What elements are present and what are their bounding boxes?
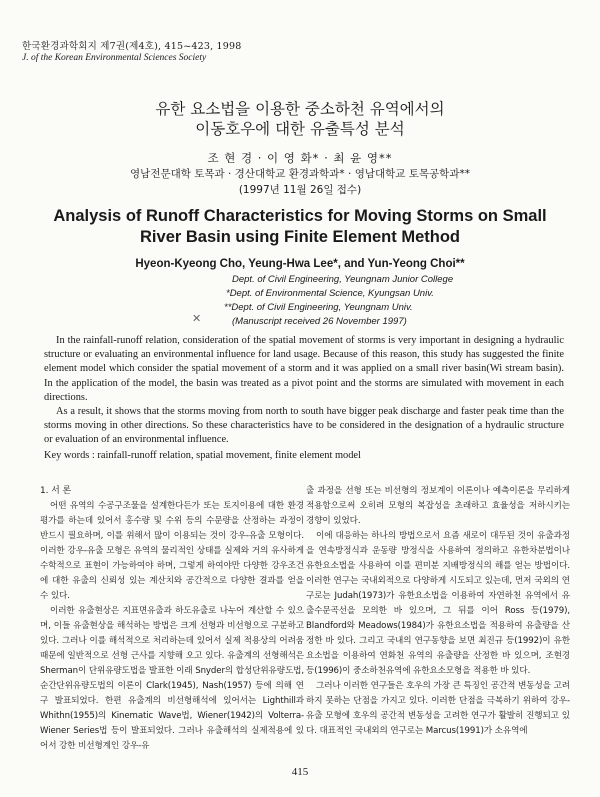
keywords: Key words : rainfall-runoff relation, spatial movement, finite element model xyxy=(44,450,361,461)
title-korean-line2: 이동호우에 대한 유출특성 분석 xyxy=(195,120,405,138)
section-heading: 1. 서 론 xyxy=(40,486,72,496)
page-number: 415 xyxy=(291,766,309,778)
body-paragraph: 이러한 유출현상은 지표면유출과 하도유출로 나누어 계산할 수 있으며, 이들 유출현상을 해석하는 방법은 크게 선형과 비선형으로 구분하고 있다. 그러나 이를 해석적으로 처리하는데 있어서 실제 적용상의 어려움 때문에 일반적으로 선형 근사를 지향해 오고 있다. 유출계의 선형해석은 Sherman이 단위유량도법을 발표한 이래 Snyder의 합성단위유량도법, 순간단위유량도법의 이론이 Clark(1945), Nash(1957) 등에 의해 연구 발표되었다. 한편 유출계의 비선형해석에 있어서는 Lighthill과 Whithn(1955)의 Kinematic Wave법, Wiener(1942)의 Volterra-Wiener Series법 등이 발표되었다. 그러나 유출해석의 실제적용에 있어서 강한 비선형계인 강우-유 xyxy=(40,606,304,751)
manuscript-received-en: (Manuscript received 26 November 1997) xyxy=(232,316,407,327)
abstract xyxy=(44,334,564,448)
journal-citation: 한국환경과학회지 제7권(제4호), 415~423, 1998 xyxy=(22,41,242,52)
authors-korean: 조 현 경 · 이 영 화* · 최 윤 영** xyxy=(207,151,393,165)
abstract-paragraph-1: In the rainfall-runoff relation, consideration of the spatial movement of storms is very important in designing a hydraulic structure or evaluating an environmental influence for land usage. Because of this reason, this study has suggested the finite element model which consider the spatial movement of a storm and it was applied on a small river basin(Wi stream basin). In the application of the model, the basin was treated as a pivot point and the storms are simulated with movement in each directions. xyxy=(44,335,564,403)
authors-english: Hyeon-Kyeong Cho, Yeung-Hwa Lee*, and Yun-Yeong Choi** xyxy=(135,258,465,270)
received-date-korean: (1997년 11월 26일 접수) xyxy=(238,184,362,196)
title-korean-line1: 유한 요소법을 이용한 중소하천 유역에서의 xyxy=(155,100,445,118)
affiliations-korean: 영남전문대학 토목과 · 경산대학교 환경과학과* · 영남대학교 토목공학과** xyxy=(130,168,470,180)
body-column-left xyxy=(40,484,304,754)
body-column-right xyxy=(306,484,570,739)
affiliation-english-2: *Dept. of Environmental Science, Kyungsan Univ. xyxy=(226,288,434,299)
body-paragraph: 출 과정을 선형 또는 비선형의 정보계이 이론이나 예측이론을 무리하게 적용함으로써 오히려 모형의 복잡성을 초래하고 효율성을 저하시키는 경향이 있었다. xyxy=(306,486,570,526)
body-paragraph: 어떤 유역의 수공구조물을 설계한다든가 또는 토지이용에 대한 환경평가를 하는데 있어서 홍수량 및 수위 등의 수문량을 산정하는 과정이 반드시 필요하며, 이를 위해서 많이 이용되는 것이 강우-유출 모형이다. 이러한 강우-유출 모형은 유역의 물리적인 상태를 실제와 거의 유사하게 수학적으로 표현이 가능하여야 하며, 그렇게 하여야만 다양한 강우조건에 대한 유출의 신뢰성 있는 계산치와 공간적으로 다양한 결과를 얻을 수 있다. xyxy=(40,501,304,601)
title-english-line1: Analysis of Runoff Characteristics for Moving Storms on Small xyxy=(53,207,547,225)
journal-name-en: J. of the Korean Environmental Sciences Society xyxy=(22,53,207,63)
affiliation-english-1: Dept. of Civil Engineering, Yeungnam Junior College xyxy=(232,274,454,285)
body-paragraph: 이에 대응하는 하나의 방법으로서 요즘 새로이 대두된 것이 유출과정을 연속방정식과 운동량 방정식을 사용하여 정의하고 유한차분법이나 유한요소법을 사용하여 이를 편미분 지배방정식의 해를 얻는 방법이다. 이러한 연구는 국내외적으로 다양하게 시도되고 있는데, 먼저 국외의 연구로는 Judah(1973)가 유한요소법을 이용하여 자연하천 유역에서 유출수문곡선을 모의한 바 있으며, 그 뒤를 이어 Ross 등(1979), Blandford와 Meadows(1984)가 유한요소법을 적용하여 유출량을 산정한 바 있다. 그리고 국내의 연구동향을 보면 최진규 등(1992)이 유한요소법을 이용하여 연화천 유역의 유출량을 산정한 바 있으며, 조현경 등(1996)이 중소하천유역에 유한요소모형을 적용한 바 있다. xyxy=(306,531,570,676)
affiliation-english-3: **Dept. of Civil Engineering, Yeungnam Univ. xyxy=(224,302,413,313)
abstract-paragraph-2: As a result, it shows that the storms moving from north to south have bigger peak discharge and faster peak time than the storms moving in other directions. So these characteristics have to be considered in the designation of a hydraulic structure or evaluation of an environmental influence. xyxy=(44,406,564,446)
scan-mark-icon: ✕ xyxy=(192,312,202,325)
body-paragraph: 그러나 이러한 연구들은 호우의 가장 큰 특징인 공간적 변동성을 고려하지 못하는 단점을 가지고 있다. 이러한 단점을 극복하기 위하여 강우-유출 모형에 호우의 공간적 변동성을 고려한 연구가 활발히 진행되고 있다. 대표적인 국내외의 연구로는 Marcus(1991)가 소유역에 xyxy=(306,681,570,736)
title-english-line2: River Basin using Finite Element Method xyxy=(140,228,460,246)
